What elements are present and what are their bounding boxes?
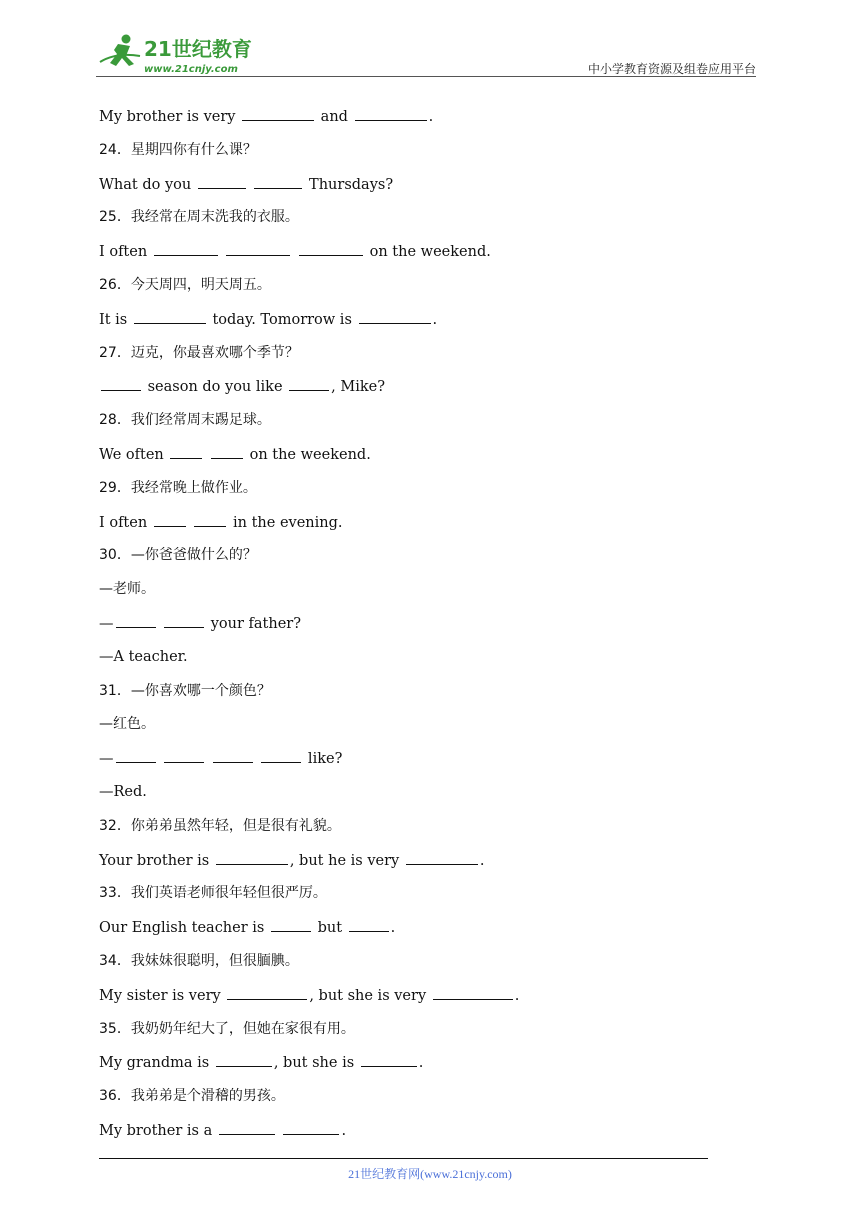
fill-in-blank[interactable] [134, 309, 206, 324]
line-text: — [99, 615, 114, 632]
question-prompt [99, 883, 739, 917]
answer-line [99, 106, 739, 140]
line-text: 30．—你爸爸做什么的？ [99, 547, 257, 564]
line-text: 25．我经常在周末洗我的衣服。 [99, 209, 299, 226]
line-text: 27．迈克，你最喜欢哪个季节？ [99, 344, 299, 361]
fill-in-blank[interactable] [216, 1052, 272, 1067]
line-text: 29．我经常晚上做作业。 [99, 479, 257, 496]
line-text: but [312, 920, 347, 937]
line-text: My brother is very [99, 109, 241, 125]
fill-in-blank[interactable] [299, 241, 363, 256]
line-text: What do you [99, 176, 196, 193]
fill-in-blank[interactable] [289, 376, 329, 391]
answer-line [99, 444, 739, 478]
line-text: —红色。 [99, 716, 155, 733]
question-prompt [99, 951, 739, 985]
answer-line [99, 512, 739, 546]
page-header [96, 30, 756, 78]
answer-line [99, 1120, 739, 1154]
line-text [158, 751, 163, 767]
line-text: — [99, 751, 114, 768]
answer-line [99, 647, 739, 681]
line-text: —Red. [99, 783, 147, 800]
line-text: 26．今天周四，明天周五。 [99, 276, 271, 293]
line-text [248, 177, 253, 193]
answer-line [99, 850, 739, 884]
logo-21cnjy [96, 30, 266, 78]
line-text: on the weekend. [244, 446, 371, 463]
line-text: 28．我们经常周末踢足球。 [99, 412, 271, 429]
line-text: —A teacher. [99, 648, 188, 665]
fill-in-blank[interactable] [361, 1052, 417, 1067]
line-text [158, 616, 163, 632]
line-text: Our English teacher is [99, 920, 269, 937]
fill-in-blank[interactable] [227, 985, 307, 1000]
line-text: . [514, 987, 520, 1004]
answer-line [99, 748, 739, 782]
line-text [204, 447, 209, 463]
fill-in-blank[interactable] [226, 241, 290, 256]
fill-in-blank[interactable] [213, 748, 253, 763]
answer-line [99, 782, 739, 816]
header-divider [96, 76, 756, 77]
question-prompt [99, 545, 739, 579]
question-prompt [99, 1086, 739, 1120]
line-text: . [390, 920, 396, 937]
fill-in-blank[interactable] [219, 1120, 275, 1135]
line-text: Thursdays? [304, 176, 394, 193]
answer-line [99, 613, 739, 647]
line-text: , but she is [273, 1055, 359, 1072]
line-text: like? [303, 751, 343, 768]
fill-in-blank[interactable] [254, 174, 302, 189]
line-text: 24．星期四你有什么课？ [99, 141, 257, 158]
line-text: I often [99, 244, 152, 261]
line-text: , Mike? [331, 379, 385, 396]
fill-in-blank[interactable] [194, 512, 226, 527]
line-text: . [479, 852, 485, 869]
line-text [206, 751, 211, 767]
answer-line [99, 174, 739, 208]
line-text [188, 515, 193, 531]
answer-line [99, 309, 739, 343]
fill-in-blank[interactable] [359, 309, 431, 324]
line-text: It is [99, 311, 132, 328]
line-text: . [428, 109, 434, 125]
question-prompt [99, 140, 739, 174]
line-text: 33．我们英语老师很年轻但很严厉。 [99, 885, 327, 902]
fill-in-blank[interactable] [242, 106, 314, 121]
fill-in-blank[interactable] [349, 917, 389, 932]
line-text: on the weekend. [365, 244, 491, 261]
fill-in-blank[interactable] [116, 613, 156, 628]
line-text: My brother is a [99, 1122, 217, 1139]
fill-in-blank[interactable] [154, 241, 218, 256]
line-text: season do you like [143, 379, 288, 396]
answer-line [99, 241, 739, 275]
answer-line [99, 917, 739, 951]
line-text: in the evening. [228, 514, 343, 531]
fill-in-blank[interactable] [164, 748, 204, 763]
fill-in-blank[interactable] [283, 1120, 339, 1135]
line-text: 35．我奶奶年纪大了，但她在家很有用。 [99, 1020, 355, 1037]
fill-in-blank[interactable] [198, 174, 246, 189]
fill-in-blank[interactable] [101, 376, 141, 391]
worksheet-body [99, 106, 739, 1154]
line-text: today. Tomorrow is [207, 311, 357, 328]
question-prompt [99, 816, 739, 850]
footer-source: 21世纪教育网(www.21cnjy.com) [348, 1167, 512, 1181]
line-text: Your brother is [99, 852, 214, 869]
question-prompt [99, 343, 739, 377]
line-text: 31．—你喜欢哪一个颜色？ [99, 682, 271, 699]
logo-sub-text: www.21cnjy.com [144, 64, 238, 75]
answer-line [99, 985, 739, 1019]
fill-in-blank[interactable] [154, 512, 186, 527]
line-text: 36．我弟弟是个滑稽的男孩。 [99, 1088, 285, 1105]
platform-title: 中小学教育资源及组卷应用平台 [587, 62, 756, 76]
fill-in-blank[interactable] [355, 106, 427, 121]
question-prompt [99, 478, 739, 512]
answer-line [99, 376, 739, 410]
fill-in-blank[interactable] [261, 748, 301, 763]
line-text: 34．我妹妹很聪明，但很腼腆。 [99, 952, 299, 969]
line-text: . [432, 311, 438, 328]
question-prompt [99, 579, 739, 613]
question-prompt [99, 275, 739, 309]
fill-in-blank[interactable] [271, 917, 311, 932]
line-text: My grandma is [99, 1055, 214, 1072]
line-text [277, 1123, 282, 1139]
question-prompt [99, 410, 739, 444]
line-text: 32．你弟弟虽然年轻，但是很有礼貌。 [99, 817, 341, 834]
line-text: . [341, 1122, 347, 1139]
line-text: , but she is very [309, 987, 431, 1004]
line-text: . [418, 1055, 424, 1072]
question-prompt [99, 714, 739, 748]
fill-in-blank[interactable] [216, 850, 288, 865]
line-text: , but he is very [289, 852, 404, 869]
line-text: your father? [206, 615, 301, 632]
question-prompt [99, 207, 739, 241]
fill-in-blank[interactable] [433, 985, 513, 1000]
question-prompt [99, 1019, 739, 1053]
answer-line [99, 1052, 739, 1086]
logo-main-text: 21世纪教育 [144, 37, 252, 61]
line-text [255, 751, 260, 767]
footer-divider [99, 1158, 708, 1159]
fill-in-blank[interactable] [116, 748, 156, 763]
line-text: I often [99, 514, 152, 531]
line-text: and [316, 109, 353, 125]
fill-in-blank[interactable] [164, 613, 204, 628]
fill-in-blank[interactable] [406, 850, 478, 865]
line-text: My sister is very [99, 987, 226, 1004]
line-text: We often [99, 446, 169, 463]
fill-in-blank[interactable] [211, 444, 243, 459]
fill-in-blank[interactable] [170, 444, 202, 459]
question-prompt [99, 681, 739, 715]
line-text [220, 244, 225, 260]
line-text [292, 244, 297, 260]
line-text: —老师。 [99, 581, 155, 598]
